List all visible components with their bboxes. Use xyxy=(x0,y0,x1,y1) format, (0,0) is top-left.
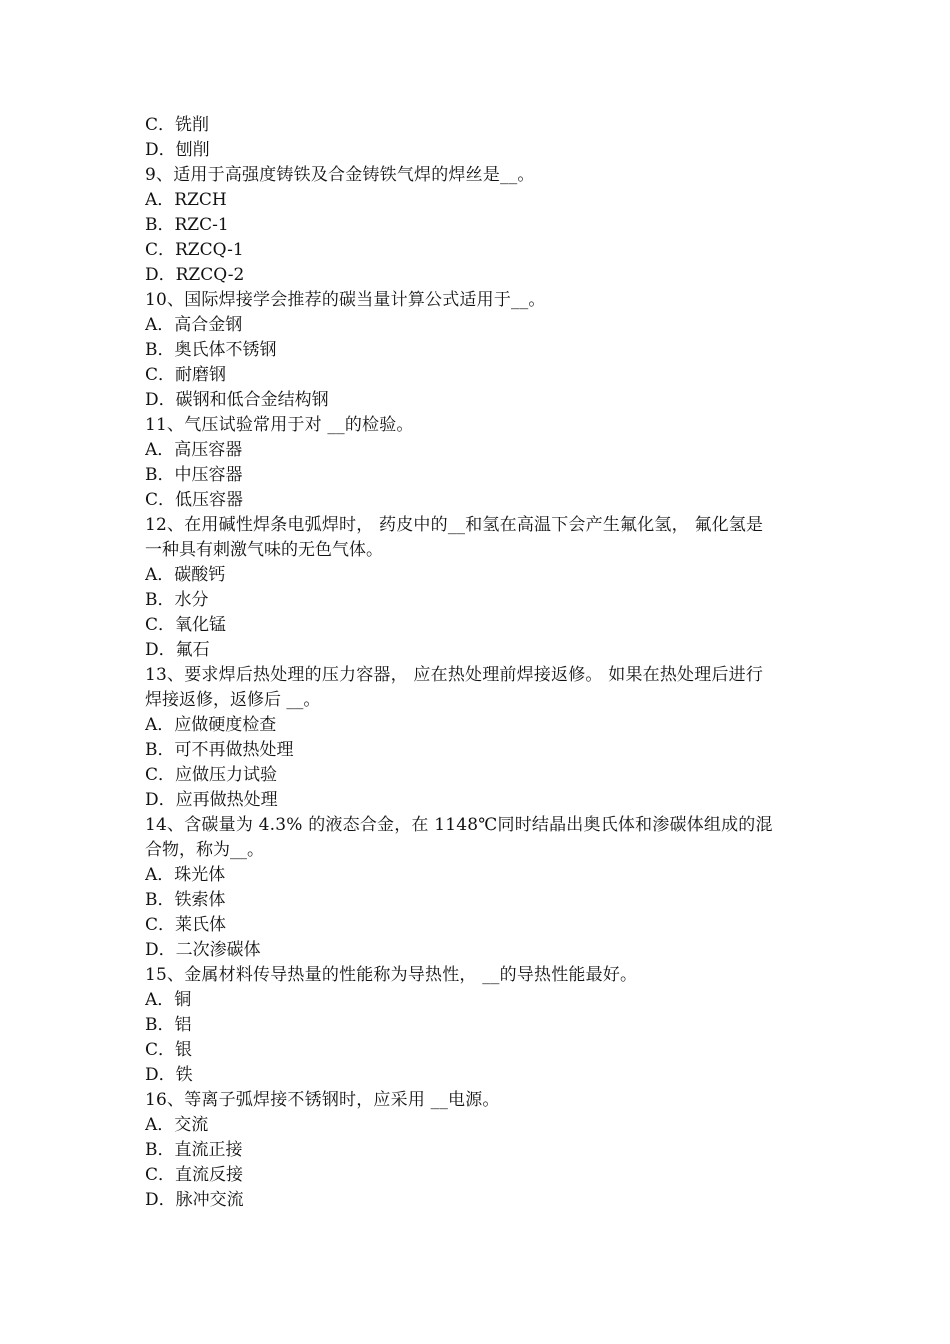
option-text: B．奥氏体不锈钢 xyxy=(145,340,277,360)
option-text: C．直流反接 xyxy=(145,1165,244,1185)
option-text: D．氟石 xyxy=(145,640,210,660)
option-text: A．交流 xyxy=(145,1115,209,1135)
option-text: B．直流正接 xyxy=(145,1140,243,1160)
option-text: D．脉冲交流 xyxy=(145,1190,244,1210)
option-text: A．RZCH xyxy=(145,190,227,210)
option-text: B．可不再做热处理 xyxy=(145,740,294,760)
option-text: A．高压容器 xyxy=(145,440,243,460)
option-text: D．铁 xyxy=(145,1065,193,1085)
option-text: C．RZCQ-1 xyxy=(145,240,244,260)
option-text: D．刨削 xyxy=(145,140,210,160)
question-text: 12、在用碱性焊条电弧焊时， 药皮中的__和氢在高温下会产生氟化氢， 氟化氢是 xyxy=(145,515,764,535)
question-text-continued: 一种具有刺激气味的无色气体。 xyxy=(145,540,383,560)
option-text: A．应做硬度检查 xyxy=(145,715,277,735)
option-text: C．低压容器 xyxy=(145,490,244,510)
option-text: B．铝 xyxy=(145,1015,192,1035)
option-text: B．铁索体 xyxy=(145,890,226,910)
option-text: D．应再做热处理 xyxy=(145,790,278,810)
option-text: C．银 xyxy=(145,1040,193,1060)
option-text: C．氧化锰 xyxy=(145,615,227,635)
option-text: A．珠光体 xyxy=(145,865,226,885)
option-text: B．水分 xyxy=(145,590,209,610)
question-text: 15、金属材料传导热量的性能称为导热性， __的导热性能最好。 xyxy=(145,965,638,985)
question-text: 13、要求焊后热处理的压力容器， 应在热处理前焊接返修。 如果在热处理后进行 xyxy=(145,665,764,685)
question-text-continued: 合物，称为__。 xyxy=(145,840,264,860)
option-text: C．铣削 xyxy=(145,115,210,135)
document-page xyxy=(145,113,810,1213)
option-text: C．莱氏体 xyxy=(145,915,227,935)
option-text: B．中压容器 xyxy=(145,465,243,485)
question-text: 9、适用于高强度铸铁及合金铸铁气焊的焊丝是__。 xyxy=(145,165,535,185)
option-text: B．RZC-1 xyxy=(145,215,229,235)
question-text-continued: 焊接返修，返修后 __。 xyxy=(145,690,321,710)
question-text: 14、含碳量为 4.3% 的液态合金，在 1148℃同时结晶出奥氏体和渗碳体组成的混 xyxy=(145,815,773,835)
option-text: A．高合金钢 xyxy=(145,315,243,335)
question-text: 10、国际焊接学会推荐的碳当量计算公式适用于__。 xyxy=(145,290,546,310)
option-text: D．RZCQ-2 xyxy=(145,265,245,285)
question-text: 16、等离子弧焊接不锈钢时，应采用 __电源。 xyxy=(145,1090,500,1110)
option-text: A．碳酸钙 xyxy=(145,565,226,585)
option-text: D．二次渗碳体 xyxy=(145,940,261,960)
option-text: D．碳钢和低合金结构钢 xyxy=(145,390,329,410)
option-text: A．铜 xyxy=(145,990,192,1010)
question-text: 11、气压试验常用于对 __的检验。 xyxy=(145,415,414,435)
option-text: C．应做压力试验 xyxy=(145,765,278,785)
option-text: C．耐磨钢 xyxy=(145,365,227,385)
